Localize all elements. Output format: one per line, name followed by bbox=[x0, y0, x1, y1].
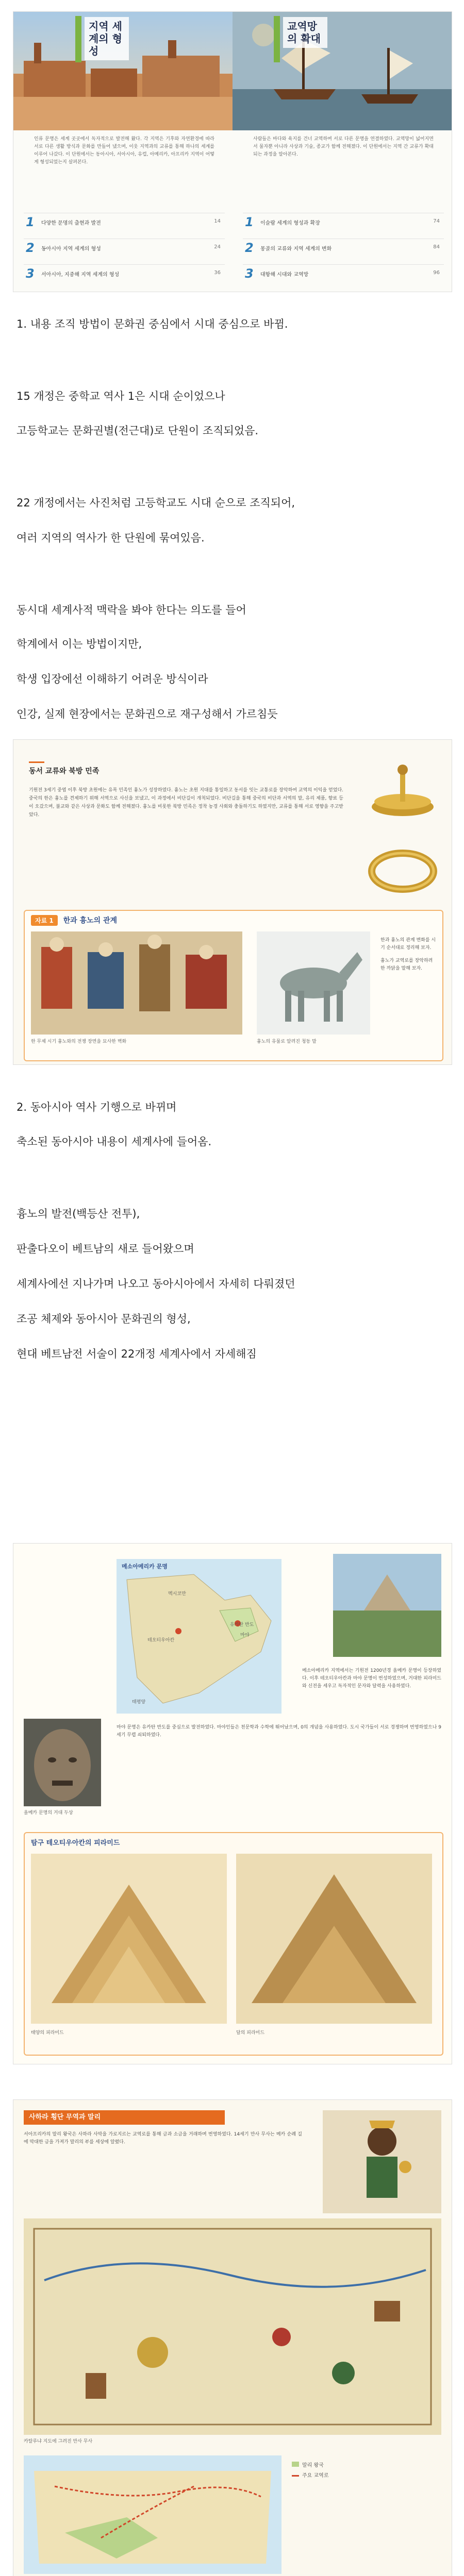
toc-page: 96 bbox=[433, 270, 440, 276]
text-line: 학계에서 이는 방법이지만, bbox=[16, 638, 142, 650]
inquiry-title: 탐구 테오티우아칸의 피라미드 bbox=[31, 1839, 120, 1847]
text-line: 세계사에선 지나가며 나오고 동아시아에서 자세히 다뤄졌던 bbox=[16, 1278, 295, 1290]
inquiry-box bbox=[24, 1832, 443, 2056]
mural-painting bbox=[31, 931, 242, 1035]
trade-route-map bbox=[24, 2455, 281, 2574]
mansa-musa-figure bbox=[323, 2110, 441, 2213]
catalan-atlas-map bbox=[24, 2218, 441, 2435]
toc-text: 대항해 시대와 교역망 bbox=[260, 272, 309, 278]
toc-row bbox=[243, 213, 444, 230]
toc-text: 이슬람 세계의 형성과 확장 bbox=[260, 221, 320, 226]
text-line: 15 개정은 중학교 역사 1은 시대 순이었으나 bbox=[16, 390, 225, 402]
text-line: 여러 지역의 역사가 한 단원에 묶여있음. bbox=[16, 532, 205, 544]
toc-row bbox=[243, 239, 444, 256]
map-label: 멕시코만 bbox=[168, 1591, 186, 1597]
toc-row bbox=[243, 264, 444, 281]
horse-caption: 흉노의 유물로 알려진 청동 말 bbox=[257, 1039, 317, 1044]
box-heading bbox=[31, 915, 117, 926]
map-label: 태평양 bbox=[132, 1700, 146, 1705]
section-header: 사하라 횡단 무역과 말리 bbox=[24, 2110, 225, 2125]
source-box bbox=[24, 910, 443, 1061]
map-label: 테오티우아칸 bbox=[147, 1638, 175, 1643]
gold-bracelet-artifact bbox=[364, 843, 441, 900]
map-title: 메소아메리카 문명 bbox=[122, 1563, 168, 1570]
title-accent-bar bbox=[274, 16, 280, 62]
toc-number: 3 bbox=[26, 266, 35, 281]
toc-number: 3 bbox=[245, 266, 254, 281]
text-line: 고등학교는 문화권별(전근대)로 단원이 조직되었음. bbox=[16, 425, 259, 437]
mayan-text: 마야 문명은 유카탄 반도를 중심으로 발전하였다. 마야인들은 천문학과 수학에 뛰어났으며, 0의 개념을 사용하였다. 도시 국가들이 서로 경쟁하며 번영하였으나 9세기 무렵 쇠퇴하였다. bbox=[117, 1725, 441, 1738]
left-unit-title: 지역 세계의 형성 bbox=[85, 17, 129, 60]
map-legend bbox=[292, 2461, 436, 2481]
text-line: 학생 입장에선 이해하기 어려운 방식이라 bbox=[16, 673, 208, 685]
legend-item bbox=[292, 2461, 436, 2471]
box-badge: 자료 1 bbox=[31, 915, 58, 926]
right-unit-title: 교역망의 확대 bbox=[283, 17, 327, 48]
olmec-head-photo bbox=[24, 1719, 101, 1806]
pyramid-illustration-2 bbox=[236, 1854, 432, 2024]
toc-row bbox=[24, 213, 225, 230]
question-2: 흉노가 교역로를 장악하려 한 까닭을 말해 보자. bbox=[380, 958, 433, 971]
text-line: 흉노의 발전(백등산 전투), bbox=[16, 1208, 140, 1220]
ancient-ruins-photo bbox=[333, 1554, 441, 1657]
text-line: 동시대 세계사적 맥락을 봐야 한다는 의도를 들어 bbox=[16, 604, 246, 616]
sailing-ships-painting bbox=[233, 12, 452, 130]
olmec-caption: 올메카 문명의 거대 두상 bbox=[24, 1810, 73, 1816]
toc-row bbox=[24, 239, 225, 256]
text-line: 1. 내용 조직 방법이 문화권 중심에서 시대 중심으로 바뀜. bbox=[16, 318, 288, 330]
toc-text: 동아시아 지역 세계의 형성 bbox=[41, 246, 101, 252]
pyramid-caption-1: 태양의 피라미드 bbox=[31, 2030, 64, 2036]
text-line: 조공 체제와 동아시아 문화권의 형성, bbox=[16, 1313, 191, 1325]
textbook-page-mesoamerica bbox=[13, 1543, 452, 2064]
text-line: 22 개정에서는 사진처럼 고등학교도 시대 순으로 조직되어, bbox=[16, 497, 295, 509]
toc-page: 84 bbox=[433, 244, 440, 250]
textbook-spread-contents bbox=[13, 11, 452, 292]
textbook-page-mali bbox=[13, 2099, 452, 2576]
pyramid-caption-2: 달의 피라미드 bbox=[236, 2030, 265, 2036]
toc-number: 2 bbox=[245, 241, 254, 255]
toc-page: 14 bbox=[214, 218, 221, 224]
left-intro-text: 인류 문명은 세계 곳곳에서 독자적으로 발전해 왔다. 각 지역은 기후와 자연환경에 따라 서로 다른 생활 방식과 문화를 만들어 냈으며, 이웃 지역과의 교류를 통해 하나의 세계를 이루어 나갔다. 이 단원에서는 동아시아, 서아시아, 유럽, 아메리카, 아프리카 지역이 어떻게 형성되었는지 살펴본다. bbox=[34, 137, 214, 165]
box-title: 한과 흉노의 관계 bbox=[63, 917, 118, 925]
toc-number: 1 bbox=[26, 215, 35, 229]
toc-number: 2 bbox=[26, 241, 35, 255]
mesoamerica-map bbox=[117, 1559, 281, 1714]
textbook-page-xiongnu bbox=[13, 739, 452, 1065]
text-line: 인강, 실제 현장에서는 문화권으로 재구성해서 가르침듯 bbox=[16, 708, 278, 720]
section-body: 기원전 3세기 중엽 이후 북방 초원에는 유목 민족인 흉노가 성장하였다. 흉노는 초원 지대를 통일하고 동서를 잇는 교통로를 장악하여 교역의 이익을 얻었다. 중국의 한은 흉노를 견제하기 위해 서역으로 사신을 보냈고, 이 과정에서 비단길이 개척되었다. 비단길을 통해 중국의 비단과 서역의 말, 유리 제품, 향료 등이 오갔으며, 불교와 같은 사상과 문화도 함께 전해졌다. 흉노를 비롯한 북방 민족은 정착 농경 사회와 충돌하기도 하였지만, 교류를 통해 서로 영향을 주고받았다. bbox=[29, 788, 343, 818]
text-line: 2. 동아시아 역사 기행으로 바뀌며 bbox=[16, 1101, 177, 1113]
text-line: 판출다오이 베트남의 새로 들어왔으며 bbox=[16, 1243, 194, 1255]
toc-text: 다양한 문명의 출현과 발전 bbox=[41, 221, 101, 226]
toc-row bbox=[24, 264, 225, 281]
heading-accent bbox=[29, 761, 44, 763]
toc-text: 몽골의 교류와 지역 세계의 변화 bbox=[260, 246, 332, 252]
map-label: 마야 bbox=[240, 1633, 250, 1638]
toc-page: 74 bbox=[433, 218, 440, 224]
right-intro-text: 사람들은 바다와 육지를 건너 교역하며 서로 다른 문명을 연결하였다. 교역망이 넓어지면서 물자뿐 아니라 사상과 기술, 종교가 함께 전해졌다. 이 단원에서는 지역 간 교류가 확대되는 과정을 알아본다. bbox=[253, 137, 434, 157]
legend-item bbox=[292, 2471, 436, 2481]
toc-page: 24 bbox=[214, 244, 221, 250]
section-heading: 동서 교류와 북방 민족 bbox=[29, 767, 100, 775]
legend-label: 말리 왕국 bbox=[302, 2463, 324, 2468]
question-list bbox=[380, 937, 437, 973]
gold-crown-artifact bbox=[364, 760, 441, 827]
bronze-horse-artifact bbox=[257, 931, 370, 1035]
left-page bbox=[13, 12, 233, 292]
intro-text: 메소아메리카 지역에서는 기원전 1200년경 올메카 문명이 등장하였다. 이후 테오티우아칸과 마야 문명이 번성하였으며, 거대한 피라미드와 신전을 세우고 독자적인 문자와 달력을 사용하였다. bbox=[302, 1668, 441, 1689]
title-accent-bar bbox=[75, 16, 81, 62]
toc-number: 1 bbox=[245, 215, 254, 229]
text-line: 축소된 동아시아 내용이 세계사에 들어옴. bbox=[16, 1136, 212, 1148]
map-caption: 카탈루냐 지도에 그려진 만사 무사 bbox=[24, 2439, 93, 2444]
section-body: 서아프리카의 말리 왕국은 사하라 사막을 가로지르는 교역로를 통해 금과 소금을 거래하며 번영하였다. 14세기 만사 무사는 메카 순례 길에 막대한 금을 가져가 말리의 부를 세상에 알렸다. bbox=[24, 2132, 302, 2145]
map-label: 유카탄 반도 bbox=[230, 1622, 254, 1628]
mural-caption: 한 무제 시기 흉노와의 전쟁 장면을 묘사한 벽화 bbox=[31, 1039, 127, 1044]
right-page bbox=[233, 12, 452, 292]
pyramid-illustration bbox=[31, 1854, 227, 2024]
legend-label: 주요 교역로 bbox=[302, 2473, 329, 2479]
text-line: 현대 베트남전 서술이 22개정 세계사에서 자세해짐 bbox=[16, 1348, 257, 1360]
question-1: 한과 흉노의 관계 변화를 시기 순서대로 정리해 보자. bbox=[380, 938, 436, 951]
toc-text: 서아시아, 지중해 지역 세계의 형성 bbox=[41, 272, 120, 278]
toc-page: 36 bbox=[214, 270, 221, 276]
